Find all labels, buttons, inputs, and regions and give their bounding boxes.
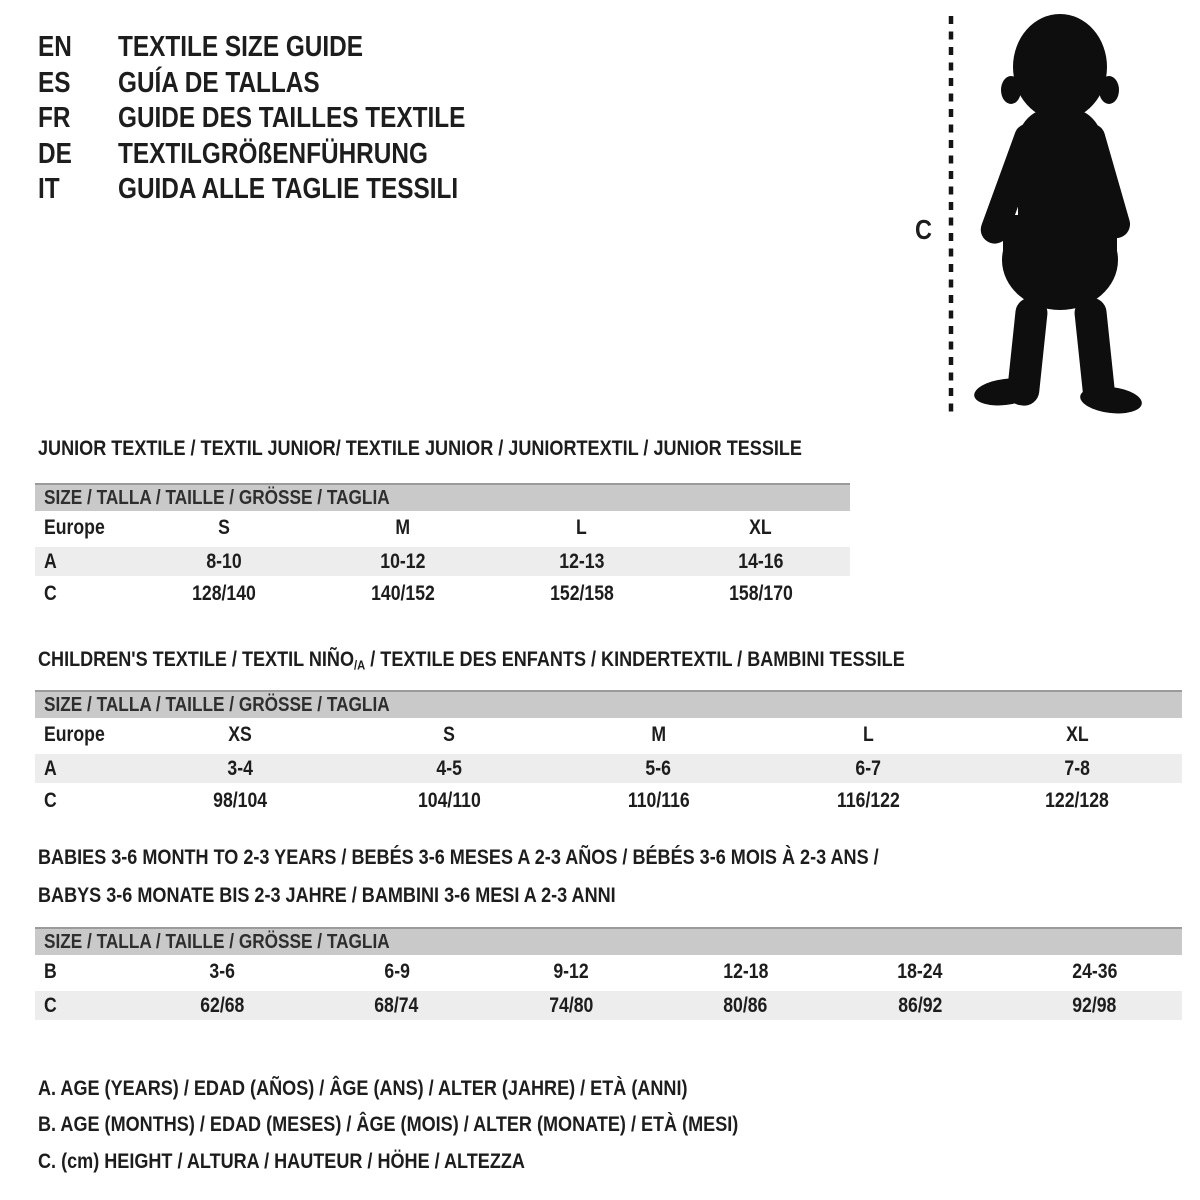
region-label: Europe [44,516,105,539]
table-row [35,754,1182,783]
language-code: EN [38,31,72,64]
size-value-cell: 104/110 [417,788,481,812]
size-value-cell: 62/68 [200,993,245,1017]
size-column-header: M [651,723,666,746]
language-row [38,101,532,137]
language-title-block [38,30,532,208]
row-label: A [44,549,57,573]
children-size-table [35,690,1182,816]
size-value-cell: 68/74 [374,993,419,1017]
legend-line-c: C. (cm) HEIGHT / ALTURA / HAUTEUR / HÖHE / ALTEZZA [38,1148,525,1173]
size-column-header: XL [749,516,772,539]
size-column-header: L [862,723,874,746]
size-header-band: SIZE / TALLA / TAILLE / GRÖSSE / TAGLIA [35,690,1182,718]
table-row [35,578,850,609]
table-row [35,511,850,545]
size-value-cell: 128/140 [192,581,257,605]
size-value-cell: 158/170 [728,581,793,605]
size-header-band: SIZE / TALLA / TAILLE / GRÖSSE / TAGLIA [35,927,1182,955]
size-column-header: M [395,516,411,539]
size-value-cell: 10-12 [380,549,426,573]
guide-title: GUIDE DES TAILLES TEXTILE [118,102,466,135]
size-value-cell: 86/92 [898,993,943,1017]
children-section-heading: CHILDREN'S TEXTILE / TEXTIL $NIÑO_{/A}$ / TEXTILE DES ENFANTS / KINDERTEXTIL / BAMBINI TESSILE [38,647,905,673]
babies-size-table [35,927,1182,1022]
size-value-cell: 24-36 [1072,960,1118,983]
size-value-cell: 12-18 [723,960,769,983]
size-value-cell: 122/128 [1045,788,1110,812]
row-label: C [44,993,57,1017]
language-code: IT [38,173,60,206]
size-value-cell: 6-9 [383,960,410,983]
size-value-cell: 74/80 [549,993,594,1017]
size-value-cell: 3-4 [226,756,253,780]
junior-section-heading: JUNIOR TEXTILE / TEXTIL JUNIOR/ TEXTILE JUNIOR / JUNIORTEXTIL / JUNIOR TESSILE [38,436,802,460]
size-value-cell: 116/122 [836,788,900,812]
dimension-legend [38,1070,872,1180]
table-row [35,955,1182,989]
guide-title: TEXTILE SIZE GUIDE [118,31,363,64]
size-value-cell: 6-7 [855,756,881,780]
size-value-cell: 7-8 [1064,756,1091,780]
size-value-cell: 14-16 [738,549,784,573]
size-value-cell: 152/158 [549,581,614,605]
junior-size-table [35,483,850,609]
table-row [35,991,1182,1020]
size-column-header: XL [1066,723,1089,746]
size-column-header: XS [227,723,252,746]
size-value-cell: 9-12 [553,960,589,983]
table-row [35,785,1182,816]
table-row [35,718,1182,752]
babies-section-heading: BABIES 3-6 MONTH TO 2-3 YEARS / BEBÉS 3-6 MESES A 2-3 AÑOS / BÉBÉS 3-6 MOIS À 2-3 ANS / BABYS 3-6 MONATE BIS 2-3 JAHRE / BAMBINI 3-6 MESI A 2-3 ANNI [38,845,879,907]
size-value-cell: 18-24 [897,960,943,983]
height-dimension-label: C [915,214,932,245]
heading-subscript: /A [354,657,366,673]
size-value-cell: 8-10 [206,549,243,573]
size-value-cell: 98/104 [212,788,267,812]
guide-title: TEXTILGRÖßENFÜHRUNG [118,137,428,170]
guide-title: GUÍA DE TALLAS [118,66,320,99]
language-row [38,30,532,66]
row-label: B [44,960,57,983]
language-code: DE [38,137,72,170]
size-value-cell: 110/116 [627,788,690,812]
height-figure [905,8,1165,423]
row-label: C [44,581,57,605]
language-code: FR [38,102,71,135]
size-column-header: S [218,516,231,539]
row-label: C [44,788,57,812]
size-value-cell: 80/86 [723,993,768,1017]
table-row [35,547,850,576]
size-value-cell: 92/98 [1072,993,1117,1017]
size-value-cell: 3-6 [209,960,235,983]
size-value-cell: 5-6 [645,756,672,780]
language-row [38,137,532,173]
legend-line-b: B. AGE (MONTHS) / EDAD (MESES) / ÂGE (MOIS) / ALTER (MONATE) / ETÀ (MESI) [38,1112,739,1137]
size-value-cell: 4-5 [436,756,462,780]
size-column-header: L [576,516,588,539]
language-row [38,172,532,208]
size-column-header: S [443,723,455,746]
row-label: A [44,756,57,780]
size-header-band: SIZE / TALLA / TAILLE / GRÖSSE / TAGLIA [35,483,850,511]
language-row [38,66,532,102]
toddler-silhouette-image [905,8,1165,423]
size-value-cell: 140/152 [371,581,436,605]
language-code: ES [38,66,71,99]
guide-title: GUIDA ALLE TAGLIE TESSILI [118,173,459,206]
legend-line-a: A. AGE (YEARS) / EDAD (AÑOS) / ÂGE (ANS) / ALTER (JAHRE) / ETÀ (ANNI) [38,1075,688,1100]
size-value-cell: 12-13 [559,549,605,573]
region-label: Europe [44,723,105,746]
